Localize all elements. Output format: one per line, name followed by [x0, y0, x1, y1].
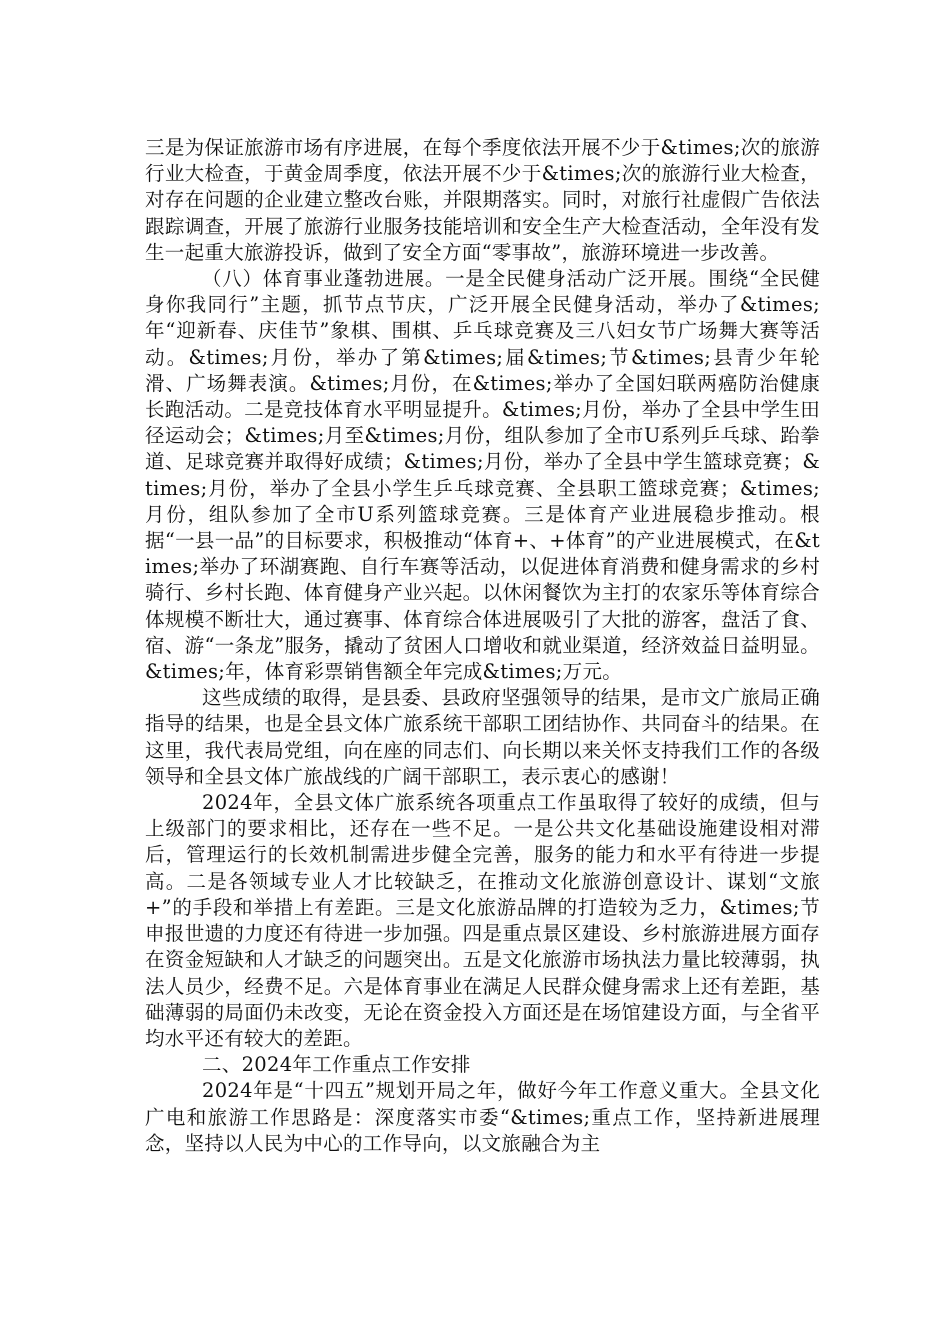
section-heading-work-plan: 二、2024年工作重点工作安排	[202, 1053, 471, 1077]
paragraph-shortcomings: 2024年，全县文体广旅系统各项重点工作虽取得了较好的成绩，但与上级部门的要求相比，还存在一些不足。一是公共文化基础设施建设相对滞后，管理运行的长效机制需进步健全完善，服务的能力和水平有待进一步提高。二是各领域专业人才比较缺乏，在推动文化旅游创意设计、谋划“文旅+”的手段和举措上有差距。三是文化旅游品牌的打造较为乏力，&times;节申报世遗的力度还有待进一步加强。四是重点景区建设、乡村旅游进展方面存在资金短缺和人才缺乏的问题突出。五是文化旅游市场执法力量比较薄弱，执法人员少，经费不足。六是体育事业在满足人民群众健身需求上还有差距，基础薄弱的局面仍未改变，无论在资金投入方面还是在场馆建设方面，与全省平均水平还有较大的差距。	[145, 791, 820, 1050]
paragraph-tourism-inspection: 三是为保证旅游市场有序进展，在每个季度依法开展不少于&times;次的旅游行业大检查，于黄金周季度，依法开展不少于&times;次的旅游行业大检查，对存在问题的企业建立整改台账，并限期落实。同时，对旅行社虚假广告依法跟踪调查，开展了旅游行业服务技能培训和安全生产大检查活动，全年没有发生一起重大旅游投诉，做到了安全方面“零事故”，旅游环境进一步改善。	[145, 136, 820, 264]
paragraph-acknowledgement: 这些成绩的取得，是县委、县政府坚强领导的结果，是市文广旅局正确指导的结果，也是全县文体广旅系统干部职工团结协作、共同奋斗的结果。在这里，我代表局党组，向在座的同志们、向长期以来关怀支持我们工作的各级领导和全县文体广旅战线的广阔干部职工，表示衷心的感谢！	[145, 686, 820, 788]
document-page	[145, 135, 820, 1157]
paragraph-work-plan: 2024年是“十四五”规划开局之年，做好今年工作意义重大。全县文化广电和旅游工作思路是：深度落实市委“&times;重点工作，坚持新进展理念，坚持以人民为中心的工作导向，以文旅融合为主	[145, 1079, 820, 1155]
paragraph-sports-development: （八）体育事业蓬勃进展。一是全民健身活动广泛开展。围绕“全民健身你我同行”主题，抓节点节庆，广泛开展全民健身活动，举办了&times;年“迎新春、庆佳节”象棋、围棋、乒乓球竞赛及三八妇女节广场舞大赛等活动。&times;月份，举办了第&times;届&times;节&times;县青少年轮滑、广场舞表演。&times;月份，在&times;举办了全国妇联两癌防治健康长跑活动。二是竞技体育水平明显提升。&times;月份，举办了全县中学生田径运动会；&times;月至&times;月份，组队参加了全市U系列乒乓球、跆拳道、足球竞赛并取得好成绩；&times;月份，举办了全县中学生篮球竞赛；&times;月份，举办了全县小学生乒乓球竞赛、全县职工篮球竞赛；&times;月份，组队参加了全市U系列篮球竞赛。三是体育产业进展稳步推动。根据“一县一品”的目标要求，积极推动“体育+、+体育”的产业进展模式，在&times;举办了环湖赛跑、自行车赛等活动，以促进体育消费和健身需求的乡村骑行、乡村长跑、体育健身产业兴起。以休闲餐饮为主打的农家乐等体育综合体规模不断壮大，通过赛事、体育综合体进展吸引了大批的游客，盘活了食、宿、游“一条龙”服务，撬动了贫困人口增收和就业渠道，经济效益日益明显。&times;年，体育彩票销售额全年完成&times;万元。	[145, 267, 820, 684]
